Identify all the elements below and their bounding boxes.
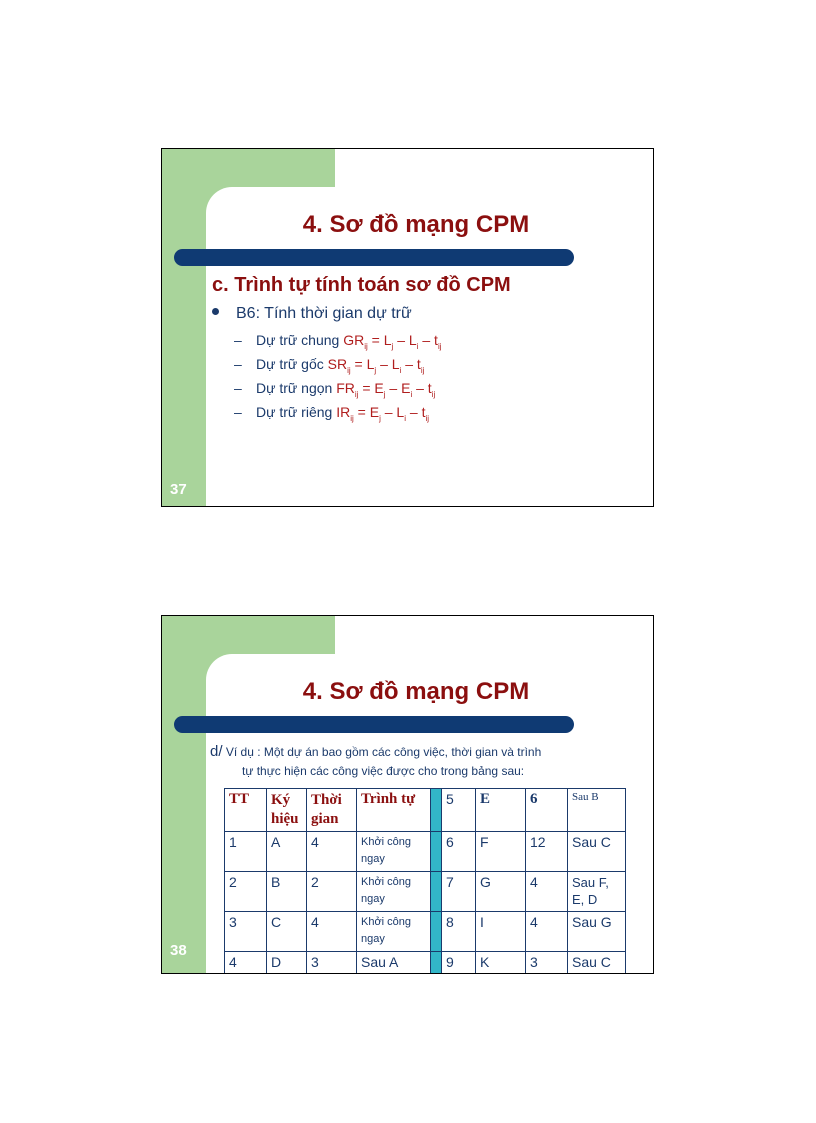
table-cell: 3 (307, 952, 357, 975)
note-line-1: Ví dụ : Một dự án bao gồm các công việc, thời gian và trình (222, 745, 542, 759)
header-cell: 6 (526, 789, 568, 832)
formula-var: IR (336, 404, 351, 420)
sub-label: Dự trữ ngọn (256, 380, 337, 396)
example-note (210, 742, 630, 781)
table-cell: 4 (307, 912, 357, 952)
table-cell: 4 (225, 952, 267, 975)
title-underline-bar (174, 249, 574, 266)
table-cell: 6 (442, 832, 476, 872)
table-cell: 2 (225, 872, 267, 912)
table-cell: I (476, 912, 526, 952)
table-cell: D (267, 952, 307, 975)
sub-item-ir: – Dự trữ riêng $IR_{ij} = E_j - L_i - t_{ij}$ (234, 404, 430, 423)
table-cell: Sau C (568, 832, 626, 872)
table-cell: Sau C (568, 952, 626, 975)
table-cell: Khởi công ngay (357, 872, 431, 912)
table-row (225, 832, 626, 872)
table-cell: B (267, 872, 307, 912)
table-cell: A (267, 832, 307, 872)
table-cell: 8 (442, 912, 476, 952)
note-marker: d/ (210, 743, 223, 760)
bullet-item (212, 305, 412, 323)
sub-item-sr: – Dự trữ gốc $SR_{ij} = L_j - L_i - t_{ij}$ (234, 356, 425, 375)
header-cell: E (476, 789, 526, 832)
table-cell: F (476, 832, 526, 872)
slide-37 (161, 148, 654, 507)
table-cell: 4 (526, 912, 568, 952)
formula-var: GR (343, 332, 365, 348)
page-number: 37 (170, 481, 187, 498)
dash: – (234, 380, 242, 396)
table-cell: 1 (225, 832, 267, 872)
table-cell: C (267, 912, 307, 952)
page-number: 38 (170, 942, 187, 959)
formula-var: SR (327, 356, 348, 372)
sub-label: Dự trữ chung (256, 332, 344, 348)
header-cell: Thời gian (307, 789, 357, 832)
table-cell: G (476, 872, 526, 912)
table-row (225, 952, 626, 975)
header-cell: Trình tự (357, 789, 431, 832)
title-underline-bar (174, 716, 574, 733)
slide-title: 4. Sơ đồ mạng CPM (302, 678, 530, 705)
sub-item-gr: – Dự trữ chung $GR_{ij} = L_j - L_i - t_{ij}$ (234, 332, 442, 351)
table-row (225, 872, 626, 912)
cyan-separator (431, 912, 442, 952)
table-cell: 3 (526, 952, 568, 975)
sub-label: Dự trữ riêng (256, 404, 337, 420)
cyan-separator (431, 952, 442, 975)
bullet-text: B6: Tính thời gian dự trữ (236, 305, 412, 322)
cyan-separator (431, 872, 442, 912)
table-cell: Sau A (357, 952, 431, 975)
dash: – (234, 332, 242, 348)
header-cell: 5 (442, 789, 476, 832)
dash: – (234, 356, 242, 372)
table-cell: Sau F, E, D (568, 872, 626, 912)
cyan-separator (431, 789, 442, 832)
slide-38 (161, 615, 654, 974)
table-cell: Khởi công ngay (357, 832, 431, 872)
table-cell: 4 (307, 832, 357, 872)
table-row (225, 912, 626, 952)
formula-var: FR (336, 380, 355, 396)
header-cell: TT (225, 789, 267, 832)
slide-title: 4. Sơ đồ mạng CPM (302, 211, 530, 238)
table-cell: 12 (526, 832, 568, 872)
header-cell: Sau B (568, 789, 626, 832)
note-line-2: tự thực hiện các công việc được cho trong bảng sau: (242, 764, 525, 778)
table-cell: 4 (526, 872, 568, 912)
table-header-row (225, 789, 626, 832)
dash: – (234, 404, 242, 420)
table-cell: Khởi công ngay (357, 912, 431, 952)
table-cell: Sau G (568, 912, 626, 952)
section-heading: c. Trình tự tính toán sơ đồ CPM (212, 274, 511, 296)
table-cell: 9 (442, 952, 476, 975)
header-cell: Ký hiệu (267, 789, 307, 832)
table-cell: 3 (225, 912, 267, 952)
table-cell: 2 (307, 872, 357, 912)
bullet-dot-icon (212, 308, 219, 315)
sub-label: Dự trữ gốc (256, 356, 328, 372)
table-cell: K (476, 952, 526, 975)
sub-item-fr: – Dự trữ ngọn $FR_{ij} = E_j - E_i - t_{ij}$ (234, 380, 436, 399)
cyan-separator (431, 832, 442, 872)
table-cell: 7 (442, 872, 476, 912)
task-table (224, 788, 626, 974)
